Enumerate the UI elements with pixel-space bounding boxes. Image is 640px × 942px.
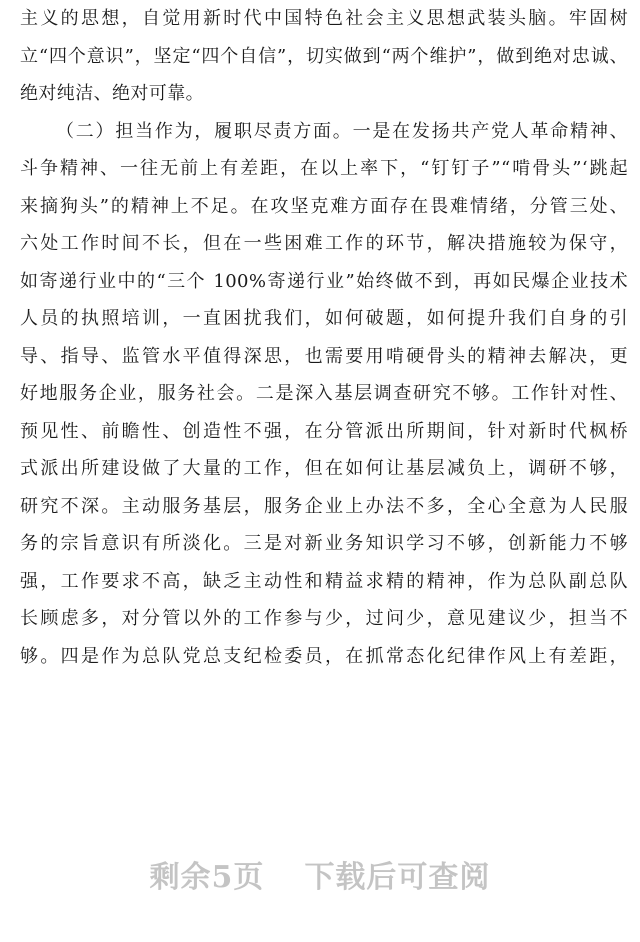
text-line: 预见性、前瞻性、创造性不强，在分管派出所期间，针对新时代枫桥 [20, 420, 628, 442]
text-line: 够。四是作为总队党总支纪检委员，在抓常态化纪律作风上有差距， [20, 645, 628, 667]
text-line: 式派出所建设做了大量的工作，但在如何让基层减负上，调研不够， [20, 458, 628, 479]
text-line: 六处工作时间不长，但在一些困难工作的环节，解决措施较为保守， [20, 233, 628, 254]
text-line: 导、指导、监管水平值得深思，也需要用啃硬骨头的精神去解决，更 [20, 345, 628, 367]
remaining-pages-label: 剩余5页 [149, 860, 265, 895]
download-prompt-banner[interactable] [0, 852, 640, 896]
text-line: 好地服务企业，服务社会。二是深入基层调查研究不够。工作针对性、 [20, 383, 628, 404]
text-line: 来摘狗头”的精神上不足。在攻坚克难方面存在畏难情绪，分管三处、 [20, 195, 628, 217]
text-line: 长顾虑多，对分管以外的工作参与少，过问少，意见建议少，担当不 [20, 608, 628, 629]
text-line: 如寄递行业中的“三个 100%寄递行业”始终做不到，再如民爆企业技术 [20, 270, 628, 292]
download-hint-label: 下载后可查阅 [304, 860, 491, 895]
text-line: 主义的思想，自觉用新时代中国特色社会主义思想武装头脑。牢固树 [20, 8, 628, 29]
text-line: 绝对纯洁、绝对可靠。 [20, 83, 204, 104]
text-line: 人员的执照培训，一直困扰我们，如何破题，如何提升我们自身的引 [20, 308, 628, 329]
text-line: 立“四个意识”，坚定“四个自信”，切实做到“两个维护”，做到绝对忠诚、 [20, 45, 628, 67]
document-body [20, 0, 628, 675]
text-line: 斗争精神、一往无前上有差距，在以上率下，“钉钉子”“啃骨头”‘跳起 [20, 158, 628, 179]
text-line: 强，工作要求不高，缺乏主动性和精益求精的精神，作为总队副总队 [20, 570, 628, 592]
text-line: 务的宗旨意识有所淡化。三是对新业务知识学习不够，创新能力不够 [20, 533, 628, 554]
paragraph-start-line: （二）担当作为，履职尽责方面。一是在发扬共产党人革命精神、 [56, 120, 628, 142]
text-line: 研究不深。主动服务基层，服务企业上办法不多，全心全意为人民服 [20, 495, 628, 517]
